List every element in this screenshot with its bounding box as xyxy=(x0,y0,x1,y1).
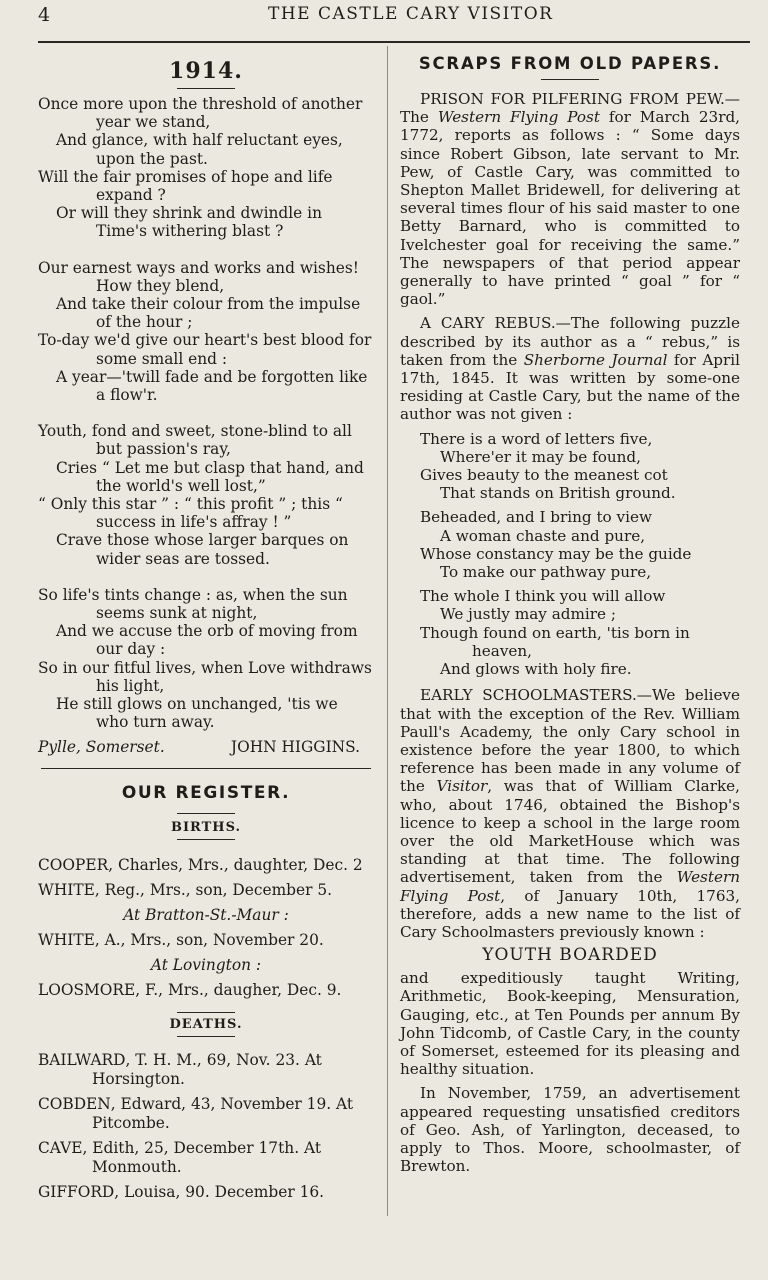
rebus-line: That stands on British ground. xyxy=(440,484,676,503)
schoolmasters-paragraph: EARLY SCHOOLMASTERS.—We believe that with the exception of the Rev. William Paull's Academy, the only Cary school in existence before the year 1800, to which reference has been made in any volume of the Visitor, was that of William Clarke, who, about 1746, obtained the Bishop's licence to keep a school in the large room over the old MarketHouse which was standing at that time. The following advertisement, taken from the Western Flying Post, of January 10th, 1763, therefore, adds a new name to the list of Cary Schoolmasters previously known : xyxy=(400,686,740,941)
births-list xyxy=(38,856,374,1000)
rebus-line: heaven, xyxy=(472,641,533,660)
poem-line: Or will they shrink and dwindle in Time's withering blast ? xyxy=(56,204,323,241)
final-paragraph: In November, 1759, an advertisement appeared requesting unsatisfied creditors of Geo. Ash, of Yarlington, deceased, to apply to Thos. Moore, schoolmaster, of Brewton. xyxy=(400,1084,740,1176)
scraps-title: SCRAPS FROM OLD PAPERS. xyxy=(418,54,722,73)
poem-line: Our earnest ways and works and wishes! How they blend, xyxy=(38,258,359,295)
death-entry: CAVE, Edith, 25, December 17th. At Monmouth. xyxy=(38,1138,322,1176)
rebus-line: Gives beauty to the meanest cot xyxy=(420,466,668,485)
header-rule xyxy=(38,41,750,43)
poem-line: To-day we'd give our heart's best blood for some small end : xyxy=(38,331,372,368)
right-column xyxy=(400,52,740,1175)
poem-place: Pylle, Somerset. xyxy=(38,737,165,756)
rebus-stanza xyxy=(400,508,740,581)
birth-place: At Bratton-St.-Maur : xyxy=(123,905,289,924)
poem-title: 1914. xyxy=(169,58,243,84)
rebus-stanza xyxy=(400,587,740,678)
scraps-rule xyxy=(541,79,599,80)
rebus-stanza xyxy=(400,430,740,503)
births-rule xyxy=(177,839,235,840)
poem-line: So in our fitful lives, when Love withdraws his light, xyxy=(38,658,372,695)
rebus-line: We justly may admire ; xyxy=(440,605,616,624)
deaths-label: DEATHS. xyxy=(169,1016,243,1032)
poem-line: Once more upon the threshold of another year we stand, xyxy=(38,95,363,132)
page-number: 4 xyxy=(38,4,51,26)
poem-line: “ Only this star ” : “ this profit ” ; this “ success in life's affray ! ” xyxy=(38,495,343,532)
death-entry: BAILWARD, T. H. M., 69, Nov. 23. At Horsington. xyxy=(38,1050,322,1088)
rebus-line: There is a word of letters five, xyxy=(420,429,653,448)
death-entry: COBDEN, Edward, 43, November 19. At Pitcombe. xyxy=(38,1094,354,1132)
birth-entry: LOOSMORE, F., Mrs., daugher, Dec. 9. xyxy=(38,980,342,999)
poem-line: Crave those whose larger barques on wider seas are tossed. xyxy=(56,531,349,568)
births-label: BIRTHS. xyxy=(170,819,242,835)
poem-stanza xyxy=(38,95,374,241)
poem-line: Will the fair promises of hope and life expand ? xyxy=(38,167,333,205)
left-column xyxy=(38,52,374,1202)
poem-line: And take their colour from the impulse of the hour ; xyxy=(56,295,361,332)
birth-place: At Lovington : xyxy=(150,955,262,974)
rebus-line: The whole I think you will allow xyxy=(420,587,666,606)
deaths-list xyxy=(38,1051,374,1202)
publication-title: THE CASTLE CARY VISITOR xyxy=(268,4,554,24)
poem-stanza xyxy=(38,422,374,568)
advertisement-text: and expeditiously taught Writing, Arithmetic, Book-keeping, Mensuration, Gauging, etc., at Ten Pounds per annum By John Tidcomb, of Castle Cary, in the county of Somerset, esteemed for its pleasing and healthy situation. xyxy=(400,969,740,1079)
rebus-line: Where'er it may be found, xyxy=(440,447,641,466)
poem-line: And we accuse the orb of moving from our day : xyxy=(56,622,358,659)
poem-line: A year—'twill fade and be forgotten like a flow'r. xyxy=(56,367,368,405)
poem-line: He still glows on unchanged, 'tis we who turn away. xyxy=(56,695,338,732)
section-rule xyxy=(41,768,371,769)
rebus-line: A woman chaste and pure, xyxy=(440,526,646,545)
poem xyxy=(38,95,374,732)
page-header xyxy=(0,0,768,46)
birth-entry: WHITE, Reg., Mrs., son, December 5. xyxy=(38,880,333,899)
poem-stanza xyxy=(38,259,374,405)
rebus-line: To make our pathway pure, xyxy=(440,563,652,582)
poem-author: JOHN HIGGINS. xyxy=(230,737,360,756)
poem-line: Youth, fond and sweet, stone-blind to all but passion's ray, xyxy=(38,422,352,459)
poem-line: And glance, with half reluctant eyes, upon the past. xyxy=(56,131,343,168)
rebus-line: And glows with holy fire. xyxy=(440,660,632,679)
column-divider xyxy=(387,46,388,1216)
prison-paragraph: PRISON FOR PILFERING FROM PEW.—The Western Flying Post for March 23rd, 1772, reports as follows : “ Some days since Robert Gibson, late servant to Mr. Pew, of Castle Cary, was committed to Shepton Mallet Bridewell, for delivering at several times flour of his said master to one Betty Barnard, who is committed to Ivelchester goal for receiving the same.” The newspapers of that period appear generally to have printed “ goal ” for “ gaol.” xyxy=(400,90,741,309)
poem-stanza xyxy=(38,586,374,732)
rebus-paragraph: A CARY REBUS.—The following puzzle described by its author as a “ rebus,” is taken from the Sherborne Journal for April 17th, 1845. It was written by some-one residing at Castle Cary, but the name of the author was not given : xyxy=(400,314,740,424)
advertisement-title: YOUTH BOARDED xyxy=(482,945,658,966)
death-entry: GIFFORD, Louisa, 90. December 16. xyxy=(38,1182,325,1201)
poem-line: Cries “ Let me but clasp that hand, and the world's well lost,” xyxy=(56,458,364,495)
rebus-line: Beheaded, and I bring to view xyxy=(420,508,652,527)
rebus-verse xyxy=(400,430,740,679)
birth-entry: WHITE, A., Mrs., son, November 20. xyxy=(38,930,324,949)
register-rule xyxy=(177,813,235,814)
poem-signature xyxy=(38,738,374,756)
rebus-line: Though found on earth, 'tis born in xyxy=(420,623,690,642)
birth-entry: COOPER, Charles, Mrs., daughter, Dec. 2 xyxy=(38,855,363,874)
deaths-rule xyxy=(177,1036,235,1037)
register-title: OUR REGISTER. xyxy=(121,782,291,803)
poem-line: So life's tints change : as, when the sun seems sunk at night, xyxy=(38,585,348,623)
rebus-line: Whose constancy may be the guide xyxy=(420,544,692,563)
deaths-top-rule xyxy=(177,1012,235,1013)
title-rule xyxy=(177,88,235,89)
